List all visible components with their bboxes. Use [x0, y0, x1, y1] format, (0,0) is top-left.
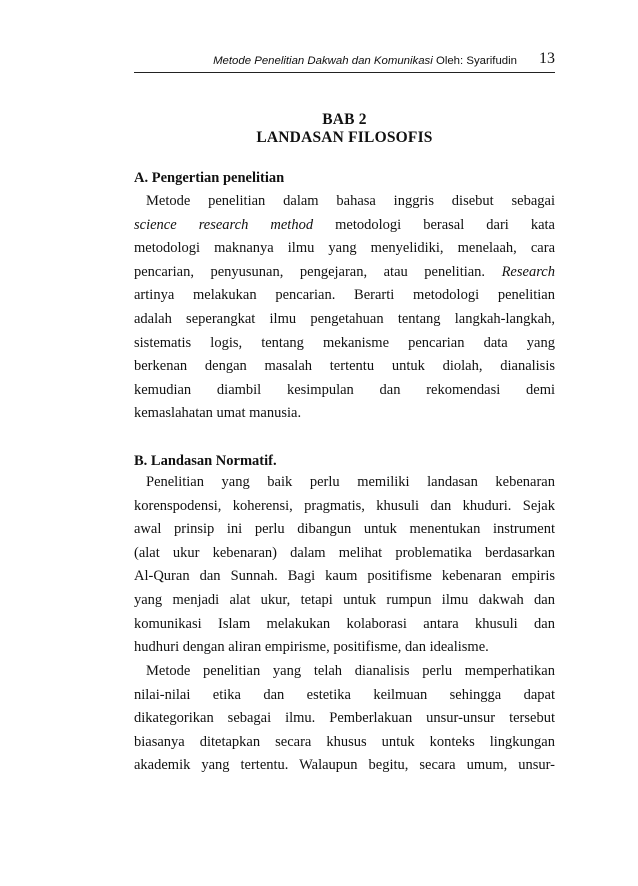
chapter-title: LANDASAN FILOSOFIS — [256, 129, 433, 146]
text-line: akademik yang tertentu. Walaupun begitu, secara umum, unsur- — [134, 757, 555, 774]
text-line: biasanya ditetapkan secara khusus untuk konteks lingkungan — [134, 733, 555, 750]
section-b-paragraph-2 — [134, 660, 555, 778]
text-line: Al-Quran dan Sunnah. Bagi kaum positifisme kebenaran empiris — [134, 568, 555, 585]
text-line: korenspodensi, koherensi, pragmatis, khusuli dan khuduri. Sejak — [134, 497, 555, 514]
text-line — [134, 261, 555, 285]
italic-term: Research — [501, 263, 555, 280]
text-line: komunikasi Islam melakukan kolaborasi antara khusuli dan — [134, 615, 555, 632]
text-line — [134, 214, 555, 238]
running-head — [213, 55, 517, 67]
text-line: (alat ukur kebenaran) dalam melihat problematika berdasarkan — [134, 544, 555, 561]
page-header — [134, 50, 555, 73]
page-number: 13 — [539, 50, 555, 67]
text-line: Penelitian yang baik perlu memiliki landasan kebenaran — [146, 474, 555, 490]
text-line: hudhuri dengan aliran empirisme, positifisme, dan idealisme. — [134, 639, 489, 656]
text-line: kemudian diambil kesimpulan dan rekomendasi demi — [134, 381, 555, 398]
text-line: yang menjadi alat ukur, tetapi untuk rumpun ilmu dakwah dan — [134, 591, 555, 608]
section-heading-a: A. Pengertian penelitian — [134, 170, 285, 186]
text-line: metodologi maknanya ilmu yang menyelidiki, menelaah, cara — [134, 240, 555, 257]
text-fragment: pencarian, penyusunan, pengejaran, atau penelitian. — [134, 263, 486, 280]
section-heading-b: B. Landasan Normatif. — [134, 453, 277, 469]
text-line: kemaslahatan umat manusia. — [134, 405, 302, 422]
text-line: nilai-nilai etika dan estetika keilmuan sehingga dapat — [134, 686, 555, 703]
text-line: Metode penelitian yang telah dianalisis perlu memperhatikan — [146, 663, 555, 679]
text-line: dikategorikan sebagai ilmu. Pemberlakuan unsur-unsur tersebut — [134, 710, 555, 727]
chapter-number: BAB 2 — [322, 111, 367, 128]
text-line: berkenan dengan masalah tertentu untuk diolah, dianalisis — [134, 358, 555, 375]
italic-term: science research method — [134, 216, 314, 233]
text-line: sistematis logis, tentang mekanisme pencarian data yang — [134, 334, 555, 351]
text-line: Metode penelitian dalam bahasa inggris disebut sebagai — [146, 193, 555, 209]
section-b-paragraph-1 — [134, 471, 555, 660]
running-head-author: Oleh: Syarifudin — [435, 55, 517, 67]
text-fragment: metodologi berasal dari kata — [335, 216, 555, 233]
text-line: awal prinsip ini perlu dibangun untuk menentukan instrument — [134, 521, 555, 538]
section-a-paragraph — [134, 190, 555, 426]
text-line: artinya melakukan pencarian. Berarti metodologi penelitian — [134, 287, 555, 304]
text-line: adalah seperangkat ilmu pengetahuan tentang langkah-langkah, — [134, 310, 555, 327]
running-head-book-title: Metode Penelitian Dakwah dan Komunikasi — [213, 55, 433, 67]
